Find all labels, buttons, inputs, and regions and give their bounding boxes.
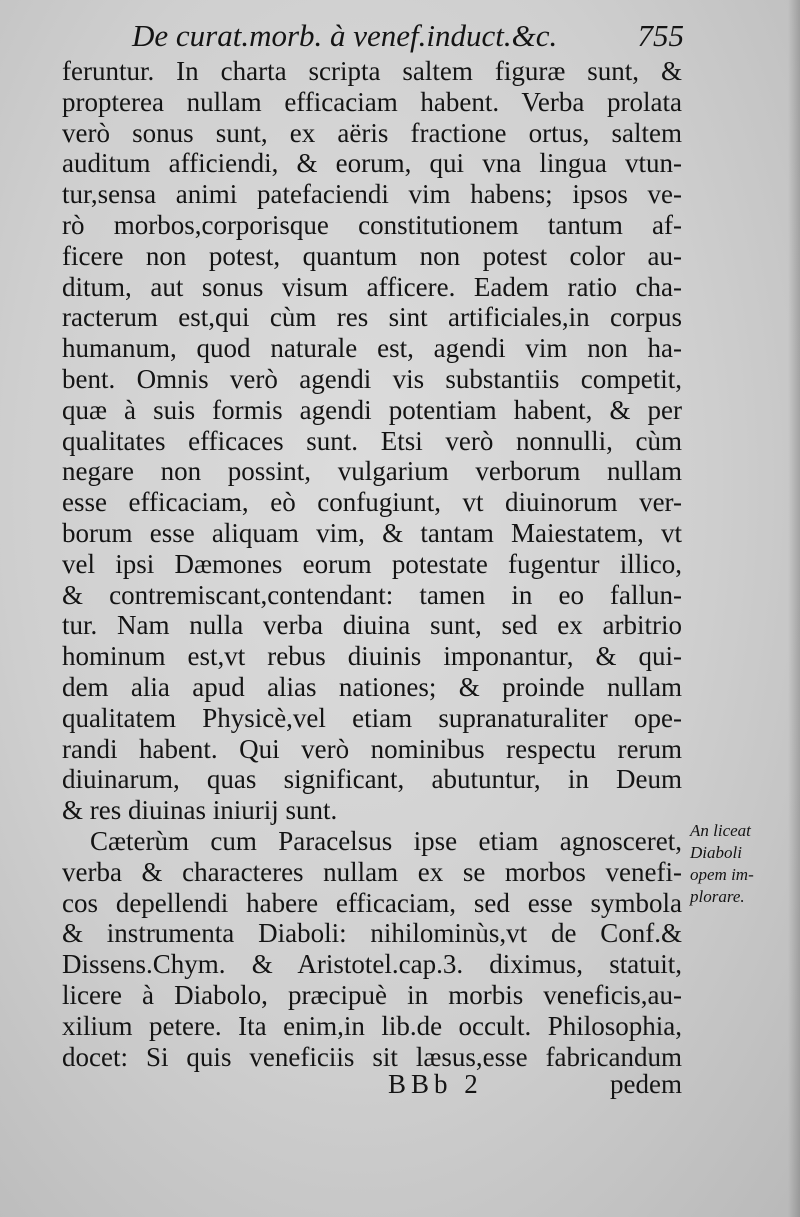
text-line: tur,sensa animi patefaciendi vim habens; ipsos ve-	[62, 179, 682, 210]
text-line: auditum afficiendi, & eorum, qui vna lingua vtun-	[62, 148, 682, 179]
text-line: verò sonus sunt, ex aëris fractione ortus, saltem	[62, 117, 682, 148]
text-line: cos depellendi habere efficaciam, sed esse symbola	[62, 887, 682, 918]
text-line: racterum est,qui cùm res sint artificiales,in corpus	[62, 302, 682, 333]
text-line: esse efficaciam, eò confugiunt, vt diuinorum ver-	[62, 487, 682, 518]
text-line: quæ à suis formis agendi potentiam habent, & per	[62, 394, 682, 425]
text-line: xilium petere. Ita enim,in lib.de occult. Philosophia,	[62, 1010, 682, 1041]
text-line: licere à Diabolo, præcipuè in morbis veneficis,au-	[62, 979, 682, 1010]
text-line: randi habent. Qui verò nominibus respectu rerum	[62, 733, 682, 764]
text-line: diuinarum, quas significant, abutuntur, in Deum	[62, 764, 682, 795]
text-line: ditum, aut sonus visum afficere. Eadem ratio cha-	[62, 271, 682, 302]
paragraph-start-line: Cæterùm cum Paracelsus ipse etiam agnosceret,	[90, 825, 682, 856]
text-line: rò morbos,corporisque constitutionem tantum af-	[62, 209, 682, 240]
text-line: qualitatem Physicè,vel etiam supranaturaliter ope-	[62, 702, 682, 733]
text-line: Dissens.Chym. & Aristotel.cap.3. diximus, statuit,	[62, 949, 682, 980]
text-line: vel ipsi Dæmones eorum potestate fugentur illico,	[62, 548, 682, 579]
text-line: propterea nullam efficaciam habent. Verba prolata	[62, 86, 682, 117]
marginal-note-line: plorare.	[690, 887, 745, 906]
paragraph-end-line: & res diuinas iniurij sunt.	[62, 795, 338, 826]
page-edge-shadow	[788, 0, 800, 1217]
signature-mark: BBb 2	[388, 1069, 483, 1099]
text-line: negare non possint, vulgarium verborum nullam	[62, 456, 682, 487]
text-line: & contremiscant,contendant: tamen in eo fallun-	[62, 579, 682, 610]
marginal-note	[690, 820, 800, 908]
marginal-note-line: Diaboli	[690, 843, 742, 862]
text-line: ficere non potest, quantum non potest color au-	[62, 240, 682, 271]
text-line: humanum, quod naturale est, agendi vim non ha-	[62, 333, 682, 364]
text-line: & instrumenta Diaboli: nihilominùs,vt de Conf.&	[62, 918, 682, 949]
running-title: De curat.morb. à venef.induct.&c.	[132, 18, 558, 53]
catchword: pedem	[610, 1069, 682, 1099]
text-line: docet: Si quis veneficiis sit læsus,esse fabricandum	[62, 1041, 682, 1072]
body-text	[62, 56, 682, 1072]
text-line: dem alia apud alias nationes; & proinde nullam	[62, 671, 682, 702]
marginal-note-line: opem im-	[690, 865, 754, 884]
marginal-note-line: An liceat	[690, 821, 751, 840]
text-line: feruntur. In charta scripta saltem figuræ sunt, &	[62, 56, 682, 86]
running-head	[132, 16, 684, 56]
page-number: 755	[637, 18, 684, 53]
text-line: verba & characteres nullam ex se morbos venefi-	[62, 856, 682, 887]
text-line: bent. Omnis verò agendi vis substantiis competit,	[62, 363, 682, 394]
text-line: hominum est,vt rebus diuinis imponantur, & qui-	[62, 641, 682, 672]
page-footer	[0, 1068, 800, 1100]
text-line: borum esse aliquam vim, & tantam Maiestatem, vt	[62, 517, 682, 548]
text-line: qualitates efficaces sunt. Etsi verò nonnulli, cùm	[62, 425, 682, 456]
text-line: tur. Nam nulla verba diuina sunt, sed ex arbitrio	[62, 610, 682, 641]
